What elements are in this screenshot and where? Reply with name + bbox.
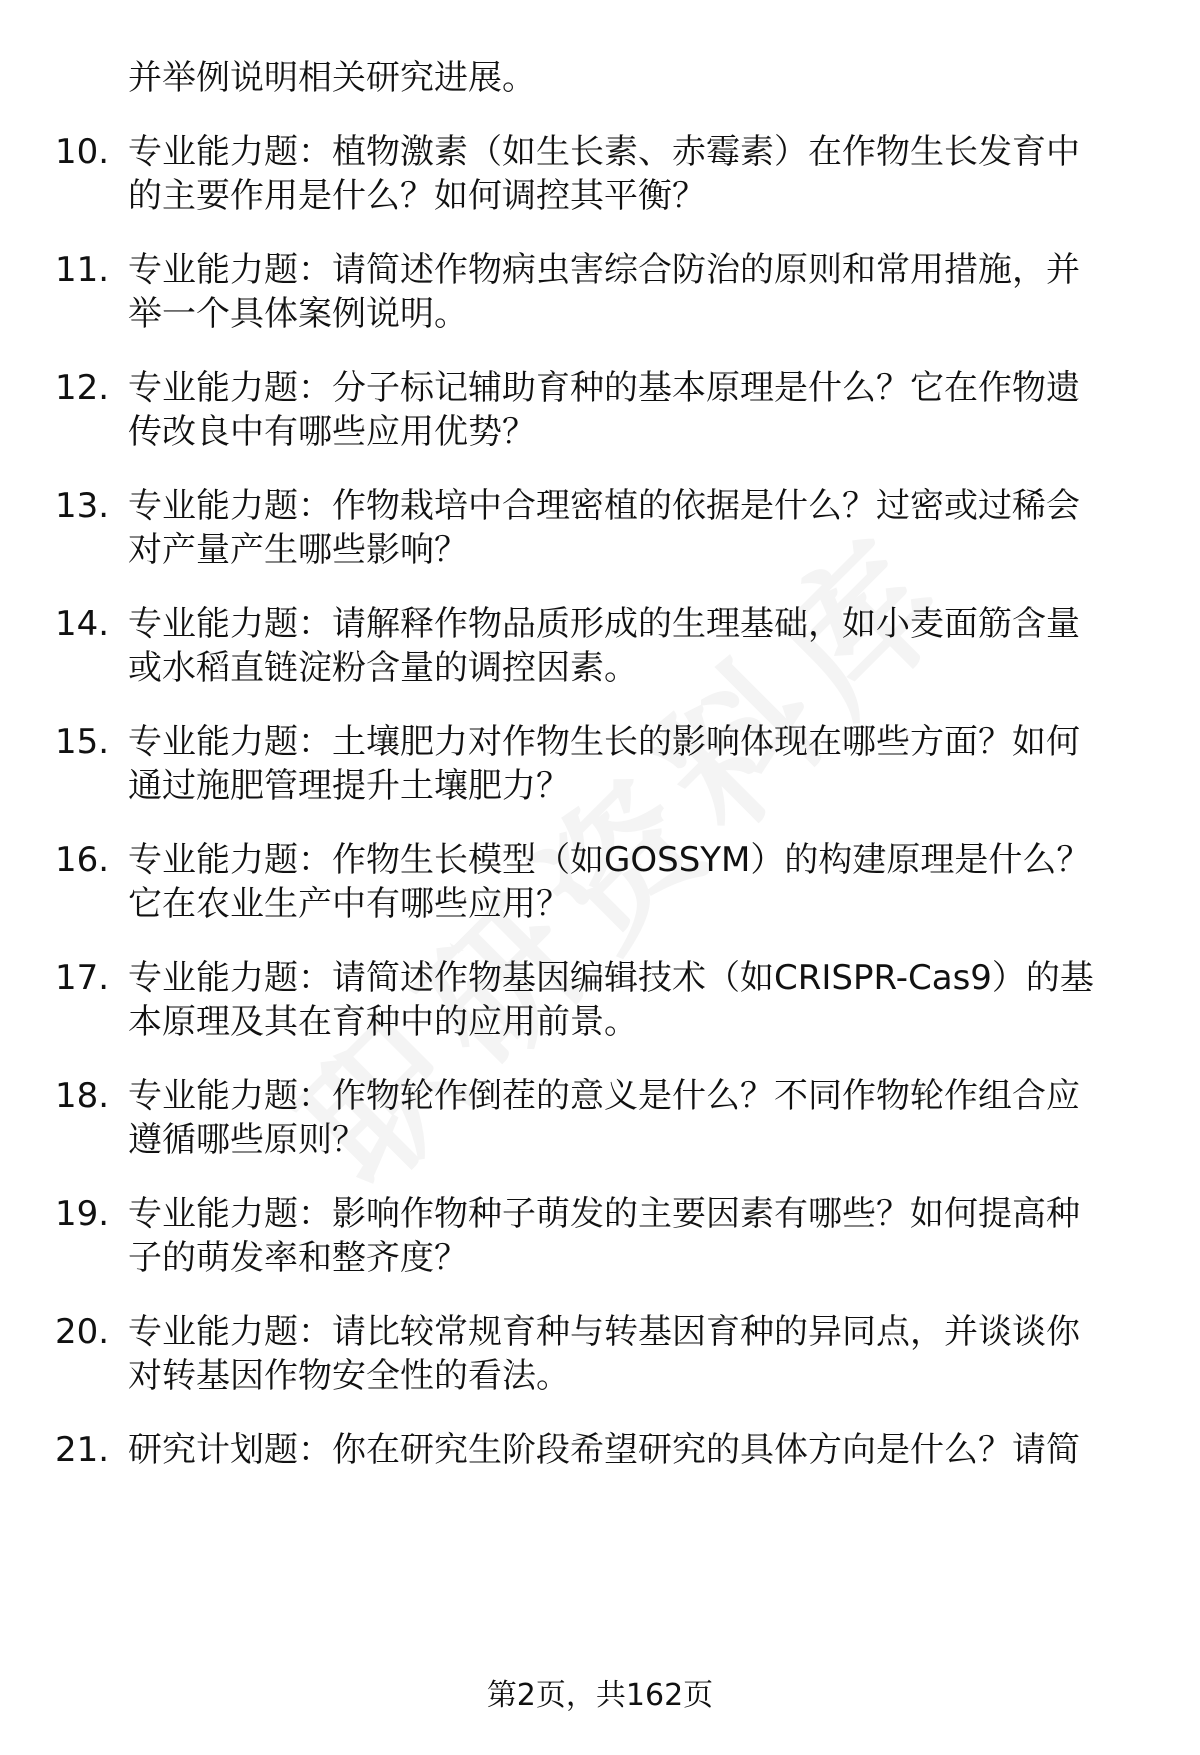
question-text-line2: 传改良中有哪些应用优势？ xyxy=(128,412,536,452)
question-text-line1: 专业能力题：作物栽培中合理密植的依据是什么？过密或过稀会 xyxy=(128,486,1080,526)
question-text-line1: 专业能力题：请简述作物基因编辑技术（如CRISPR-Cas9）的基 xyxy=(128,958,1094,998)
question-number: 18. xyxy=(55,1076,110,1116)
intro-line: 并举例说明相关研究进展。 xyxy=(128,58,536,98)
question-number: 20. xyxy=(55,1312,110,1352)
question-number: 12. xyxy=(55,368,110,408)
question-text-line1: 专业能力题：作物生长模型（如GOSSYM）的构建原理是什么？ xyxy=(128,840,1091,880)
question-text-line2: 对产量产生哪些影响？ xyxy=(128,530,468,570)
question-number: 15. xyxy=(55,722,110,762)
question-text-line2: 举一个具体案例说明。 xyxy=(128,294,468,334)
question-number: 21. xyxy=(55,1430,110,1470)
question-text-line1: 研究计划题：你在研究生阶段希望研究的具体方向是什么？请简 xyxy=(128,1430,1080,1470)
question-text-line1: 专业能力题：请比较常规育种与转基因育种的异同点，并谈谈你 xyxy=(128,1312,1080,1352)
question-text-line1: 专业能力题：分子标记辅助育种的基本原理是什么？它在作物遗 xyxy=(128,368,1080,408)
question-number: 19. xyxy=(55,1194,110,1234)
question-text-line2: 本原理及其在育种中的应用前景。 xyxy=(128,1002,638,1042)
question-text-line2: 遵循哪些原则？ xyxy=(128,1120,366,1160)
question-text-line2: 对转基因作物安全性的看法。 xyxy=(128,1356,570,1396)
question-text-line2: 通过施肥管理提升土壤肥力？ xyxy=(128,766,570,806)
question-number: 13. xyxy=(55,486,110,526)
question-text-line1: 专业能力题：作物轮作倒茬的意义是什么？不同作物轮作组合应 xyxy=(128,1076,1080,1116)
question-text-line2: 它在农业生产中有哪些应用？ xyxy=(128,884,570,924)
question-number: 17. xyxy=(55,958,110,998)
question-text-line1: 专业能力题：土壤肥力对作物生长的影响体现在哪些方面？如何 xyxy=(128,722,1080,762)
question-text-line2: 子的萌发率和整齐度？ xyxy=(128,1238,468,1278)
question-number: 10. xyxy=(55,132,110,172)
question-text-line1: 专业能力题：植物激素（如生长素、赤霉素）在作物生长发育中 xyxy=(128,132,1080,172)
question-text-line2: 的主要作用是什么？如何调控其平衡？ xyxy=(128,176,706,216)
question-text-line1: 专业能力题：影响作物种子萌发的主要因素有哪些？如何提高种 xyxy=(128,1194,1080,1234)
question-text-line1: 专业能力题：请简述作物病虫害综合防治的原则和常用措施，并 xyxy=(128,250,1080,290)
question-text-line1: 专业能力题：请解释作物品质形成的生理基础，如小麦面筋含量 xyxy=(128,604,1080,644)
question-number: 14. xyxy=(55,604,110,644)
question-number: 16. xyxy=(55,840,110,880)
question-text-line2: 或水稻直链淀粉含量的调控因素。 xyxy=(128,648,638,688)
question-number: 11. xyxy=(55,250,110,290)
page-footer: 第2页，共162页 xyxy=(486,1678,714,1713)
